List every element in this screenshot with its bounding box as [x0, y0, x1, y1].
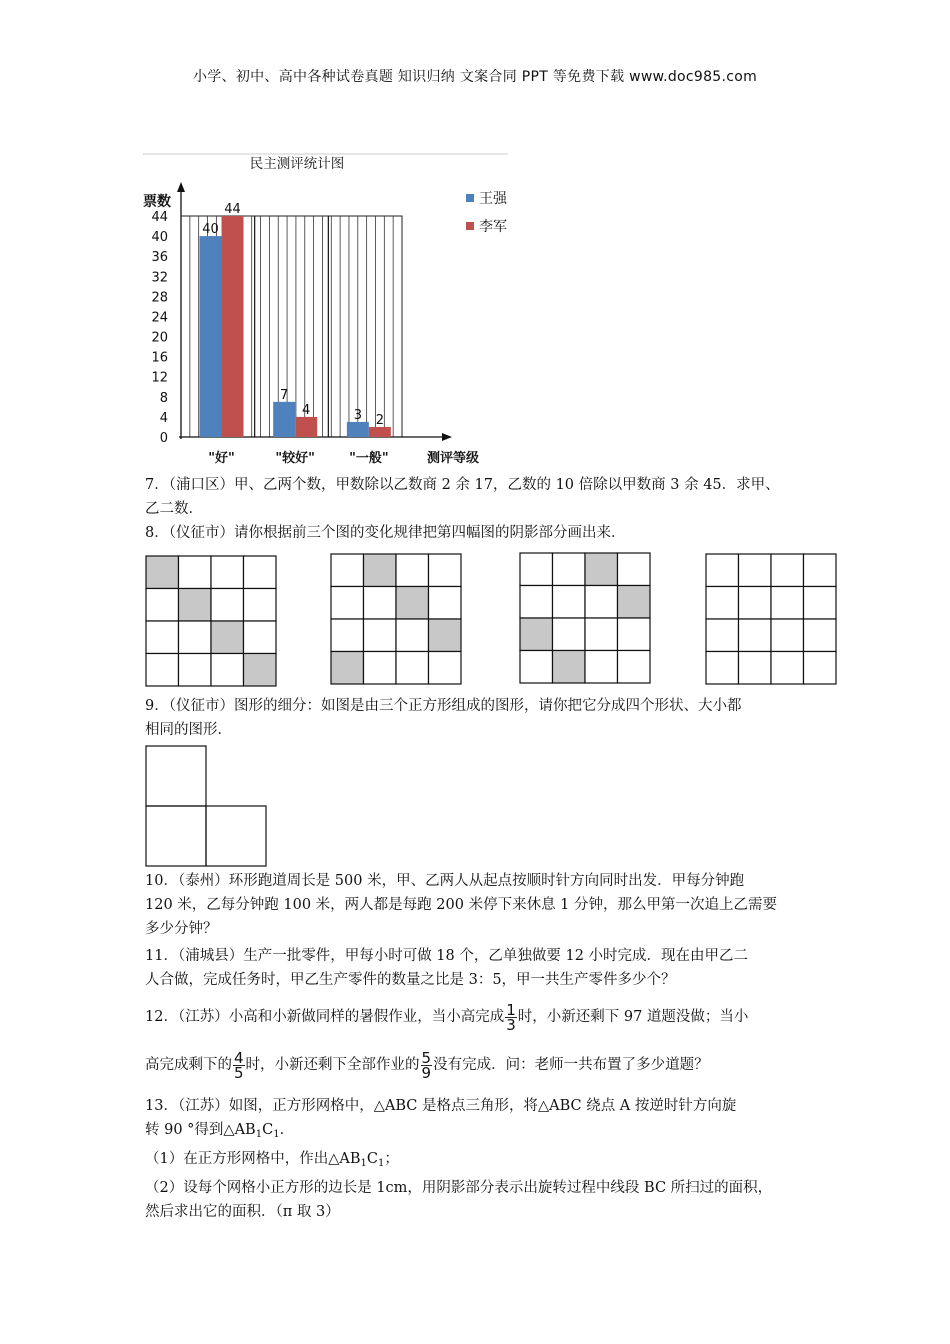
- grid-cell: [520, 651, 553, 684]
- question-13-line4: （2）设每个网格小正方形的边长是 1cm，用阴影部分表示出旋转过程中线段 BC 所扫过的面积，: [145, 1180, 773, 1196]
- question-12: [145, 998, 820, 1084]
- bar-data-label: 40: [202, 222, 219, 238]
- chart-title: 民主测评统计图: [249, 156, 345, 172]
- bar-data-label: 7: [280, 387, 289, 403]
- vote-bar-chart: [135, 148, 515, 478]
- question-7-line2: 乙二数．: [145, 501, 203, 517]
- y-tick-label: 4: [159, 410, 168, 426]
- shaded-cell: [211, 621, 244, 654]
- grid-cell: [739, 554, 772, 587]
- grid-cell: [179, 556, 212, 589]
- y-tick-label: 44: [151, 210, 168, 225]
- grid-cell: [429, 587, 462, 620]
- grid-cell: [553, 586, 586, 619]
- grid-cell: [520, 553, 553, 586]
- page-header: 小学、初中、高中各种试卷真题 知识归纳 文案合同 PPT 等免费下载 www.doc985.com: [192, 69, 758, 85]
- pattern-grid-4-answer: [705, 553, 839, 687]
- grid-cell: [331, 587, 364, 620]
- grid-cell: [429, 652, 462, 685]
- y-tick-label: 16: [151, 350, 168, 366]
- question-7-line1: 7．（浦口区）甲、乙两个数，甲数除以乙数商 2 余 17，乙数的 10 倍除以甲数商 3 余 45．求甲、: [145, 477, 780, 493]
- bar: [369, 427, 391, 437]
- pattern-grid-2: [330, 553, 464, 687]
- bar-data-label: 44: [224, 202, 241, 217]
- y-tick-label: 0: [159, 431, 168, 446]
- shaded-cell: [520, 618, 553, 651]
- shaded-cell: [364, 554, 397, 587]
- question-9-line1: 9．（仪征市）图形的细分：如图是由三个正方形组成的图形，请你把它分成四个形状、大小都: [145, 698, 742, 714]
- grid-cell: [211, 589, 244, 622]
- grid-cell: [429, 554, 462, 587]
- legend-swatch-lijun: [466, 222, 474, 230]
- y-axis-label: 票数: [143, 194, 171, 210]
- square-top: [146, 746, 206, 806]
- square-bottom-right: [206, 806, 266, 866]
- square-bottom-left: [146, 806, 206, 866]
- grid-cell: [396, 652, 429, 685]
- x-axis-arrow: [442, 433, 452, 441]
- legend-swatch-wangqiang: [466, 194, 474, 202]
- grid-cell: [244, 556, 277, 589]
- grid-cell: [211, 654, 244, 687]
- y-tick-label: 20: [151, 330, 168, 346]
- grid-cell: [146, 621, 179, 654]
- grid-cell: [520, 586, 553, 619]
- grid-cell: [553, 618, 586, 651]
- fraction-four-fifths: $\frac{4}{5}$: [234, 1048, 244, 1082]
- category-label: "一般": [349, 451, 389, 466]
- grid-cell: [146, 654, 179, 687]
- grid-cell: [396, 619, 429, 652]
- question-10: [145, 869, 820, 941]
- grid-cell: [771, 652, 804, 685]
- question-11: [145, 944, 820, 992]
- grid-cell: [396, 554, 429, 587]
- grid-cell: [771, 587, 804, 620]
- grid-cell: [585, 651, 618, 684]
- grid-cell: [804, 554, 837, 587]
- grid-cell: [618, 553, 651, 586]
- y-tick-label: 32: [151, 270, 168, 286]
- grid-cell: [146, 589, 179, 622]
- grid-cell: [585, 586, 618, 619]
- shaded-cell: [331, 652, 364, 685]
- grid-cell: [364, 652, 397, 685]
- question-10-line1: 10．（泰州）环形跑道周长是 500 米，甲、乙两人从起点按顺时针方向同时出发．甲每分钟跑: [145, 873, 745, 889]
- question-11-line2: 人合做，完成任务时，甲乙生产零件的数量之比是 3：5，甲一共生产零件多少个？: [145, 972, 676, 988]
- shaded-cell: [585, 553, 618, 586]
- grid-cell: [179, 621, 212, 654]
- category-label: "好": [208, 451, 235, 466]
- question-12-line2: 高完成剩下的 $\frac{4}{5}$ 时，小新还剩下全部作业的 $\frac{5}{9}$ 没有完成．问：老师一共布置了多少道题？: [145, 1048, 709, 1082]
- bar: [347, 422, 369, 437]
- legend-label-wangqiang: 王强: [479, 191, 507, 207]
- grid-cell: [331, 554, 364, 587]
- bar: [222, 216, 244, 437]
- x-axis-label: 测评等级: [427, 451, 480, 466]
- grid-cell: [618, 618, 651, 651]
- question-10-line3: 多少分钟？: [145, 921, 218, 937]
- bar-data-label: 2: [375, 412, 384, 428]
- shaded-cell: [429, 619, 462, 652]
- shaded-cell: [396, 587, 429, 620]
- y-tick-label: 24: [151, 310, 168, 326]
- question-13-line3: （1）在正方形网格中，作出$\triangle AB_1C_1$；: [145, 1151, 399, 1169]
- shaded-cell: [618, 586, 651, 619]
- y-axis-arrow: [177, 182, 185, 192]
- l-shape-figure: [145, 745, 270, 870]
- grid-cell: [553, 553, 586, 586]
- grid-cell: [771, 619, 804, 652]
- question-8: [145, 521, 820, 545]
- grid-cell: [331, 619, 364, 652]
- grid-cell: [739, 652, 772, 685]
- question-13-line5: 然后求出它的面积．（π 取 3）: [145, 1204, 340, 1220]
- pattern-grid-1: [145, 555, 279, 689]
- question-10-line2: 120 米，乙每分钟跑 100 米，两人都是每跑 200 米停下来休息 1 分钟，那么甲第一次追上乙需要: [145, 897, 778, 913]
- legend-label-lijun: 李军: [479, 219, 507, 235]
- grid-cell: [739, 587, 772, 620]
- fraction-five-ninths: $\frac{5}{9}$: [421, 1048, 432, 1082]
- bar: [200, 236, 222, 437]
- question-9: [145, 694, 820, 742]
- bar: [295, 417, 317, 437]
- shaded-cell: [553, 651, 586, 684]
- grid-cell: [179, 654, 212, 687]
- grid-cell: [618, 651, 651, 684]
- bar-data-label: 3: [353, 407, 362, 423]
- question-7: [145, 473, 820, 521]
- pattern-grid-3: [519, 552, 653, 686]
- question-13-line1: 13．（江苏）如图，正方形网格中，△ABC 是格点三角形，将△ABC 绕点 A 按逆时针方向旋: [145, 1098, 737, 1114]
- bar: [273, 402, 295, 437]
- grid-cell: [739, 619, 772, 652]
- grid-cell: [244, 621, 277, 654]
- grid-cell: [771, 554, 804, 587]
- grid-cell: [706, 554, 739, 587]
- grid-cell: [706, 587, 739, 620]
- shaded-cell: [179, 589, 212, 622]
- question-11-line1: 11．（浦城县）生产一批零件，甲每小时可做 18 个，乙单独做要 12 小时完成．现在由甲乙二: [145, 948, 749, 964]
- y-tick-label: 28: [151, 290, 168, 306]
- grid-cell: [364, 587, 397, 620]
- y-tick-label: 8: [159, 390, 168, 406]
- grid-cell: [804, 619, 837, 652]
- bar-data-label: 4: [302, 402, 311, 418]
- y-tick-label: 40: [151, 230, 168, 246]
- category-label: "较好": [275, 451, 315, 466]
- question-9-line2: 相同的图形．: [145, 722, 232, 738]
- fraction-one-third: $\frac{1}{3}$: [506, 1000, 516, 1034]
- question-13-line2: 转 90 °得到$\triangle AB_1C_1$．: [145, 1122, 295, 1140]
- grid-cell: [364, 619, 397, 652]
- grid-cell: [211, 556, 244, 589]
- grid-cell: [585, 618, 618, 651]
- y-tick-label: 36: [151, 250, 168, 266]
- grid-cell: [804, 652, 837, 685]
- question-13: [145, 1094, 820, 1224]
- grid-cell: [804, 587, 837, 620]
- grid-cell: [244, 589, 277, 622]
- grid-cell: [706, 619, 739, 652]
- question-12-line1: 12．（江苏）小高和小新做同样的暑假作业，当小高完成 $\frac{1}{3}$ 时，小新还剩下 97 道题没做；当小: [145, 1000, 749, 1034]
- question-8-line1: 8．（仪征市）请你根据前三个图的变化规律把第四幅图的阴影部分画出来．: [145, 525, 626, 541]
- shaded-cell: [244, 654, 277, 687]
- y-tick-label: 12: [151, 370, 168, 386]
- shaded-cell: [146, 556, 179, 589]
- grid-cell: [706, 652, 739, 685]
